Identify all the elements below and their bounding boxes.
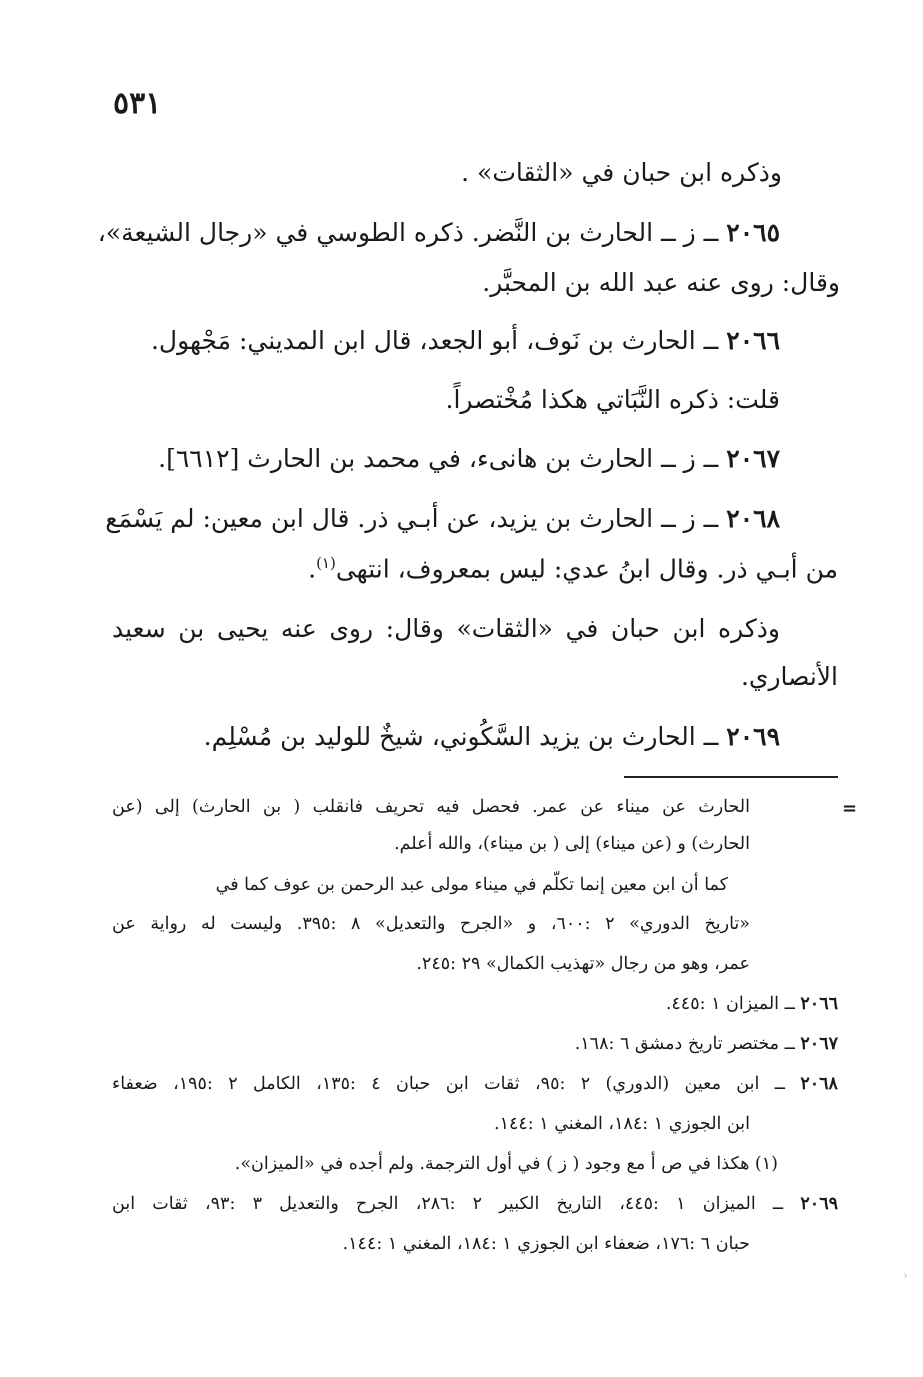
body-line-10: الأنصاري. [740, 662, 838, 691]
entry-number: ٢٠٦٨ [726, 504, 780, 533]
entry-number: ٢٠٦٦ [726, 326, 780, 355]
page-edge-mark: › [903, 1268, 908, 1282]
entry-number: ٢٠٦٨ [800, 1074, 838, 1094]
entry-2066: ٢٠٦٦ ــ الحارث بن نَوف، أبو الجعد، قال ابن المديني: مَجْهول. [150, 326, 780, 355]
entry-2068: ٢٠٦٨ ــ ز ــ الحارث بن يزيد، عن أبـي ذر. قال ابن معين: لم يَسْمَع [105, 504, 780, 533]
page-number: ٥٣١ [113, 86, 162, 121]
footnote-line-1: الحارث عن ميناء عن عمر. فحصل فيه تحريف فانقلب ( بن الحارث) إلى (عن [112, 797, 750, 817]
entry-number: ٢٠٦٥ [726, 218, 780, 247]
continuation-mark: = [842, 798, 858, 819]
footnote-2068: ٢٠٦٨ ــ ابن معين (الدوري) ٢ :٩٥، ثقات ابن حبان ٤ :١٣٥، الكامل ٢ :١٩٥، ضعفاء [112, 1074, 838, 1094]
entry-number: ٢٠٦٧ [726, 444, 780, 473]
entry-2069: ٢٠٦٩ ــ الحارث بن يزيد السَّكُوني، شيخٌ للوليد بن مُسْلِم. [203, 722, 780, 751]
entry-2067: ٢٠٦٧ ــ ز ــ الحارث بن هانىء، في محمد بن الحارث [٦٦١٢]. [158, 444, 780, 473]
entry-number: ٢٠٦٧ [800, 1034, 838, 1054]
footnote-line-12: حبان ٦ :١٧٦، ضعفاء ابن الجوزي ١ :١٨٤، المغني ١ :١٤٤. [342, 1234, 750, 1254]
footnote-line-5: عمر، وهو من رجال «تهذيب الكمال» ٢٩ :٢٤٥. [416, 954, 750, 974]
entry-number: ٢٠٦٩ [800, 1194, 838, 1214]
body-line-3: وقال: روى عنه عبد الله بن المحبَّر. [482, 268, 840, 297]
footnote-line-9: ابن الجوزي ١ :١٨٤، المغني ١ :١٤٤. [494, 1114, 750, 1134]
footnote-line-2: الحارث) و (عن ميناء) إلى ( بن ميناء)، والله أعلم. [394, 834, 750, 854]
footnote-line-3: كما أن ابن معين إنما تكلّم في ميناء مولى عبد الرحمن بن عوف كما في [215, 875, 728, 895]
entry-number: ٢٠٦٩ [726, 722, 780, 751]
body-line-9: وذكره ابن حبان في «الثقات» وقال: روى عنه يحيى بن سعيد [112, 614, 780, 643]
footnote-2066: ٢٠٦٦ ــ الميزان ١ :٤٤٥. [665, 994, 838, 1014]
footnote-line-4: «تاريخ الدوري» ٢ :٦٠٠، و «الجرح والتعديل» ٨ :٣٩٥. وليست له رواية عن [112, 914, 750, 934]
entry-number: ٢٠٦٦ [800, 994, 838, 1014]
footnote-separator [624, 776, 838, 778]
footnote-note-1: (١) هكذا في ص أ مع وجود ( ز ) في أول الترجمة. ولم أجده في «الميزان». [234, 1154, 778, 1174]
footnote-marker: (١) [316, 554, 336, 572]
footnote-2067: ٢٠٦٧ ــ مختصر تاريخ دمشق ٦ :١٦٨. [574, 1034, 838, 1054]
body-line-8: من أبـي ذر. وقال ابنُ عدي: ليس بمعروف، انتهى$^{(١)}$. [308, 554, 838, 584]
body-line-1: وذكره ابن حبان في «الثقات» . [461, 158, 782, 187]
body-line-5: قلت: ذكره النَّبَاتي هكذا مُخْتصراً. [445, 385, 780, 414]
entry-2065: ٢٠٦٥ ــ ز ــ الحارث بن النَّضر. ذكره الطوسي في «رجال الشيعة»، [97, 218, 780, 247]
footnote-2069: ٢٠٦٩ ــ الميزان ١ :٤٤٥، التاريخ الكبير ٢ :٢٨٦، الجرح والتعديل ٣ :٩٣، ثقات ابن [112, 1194, 838, 1214]
